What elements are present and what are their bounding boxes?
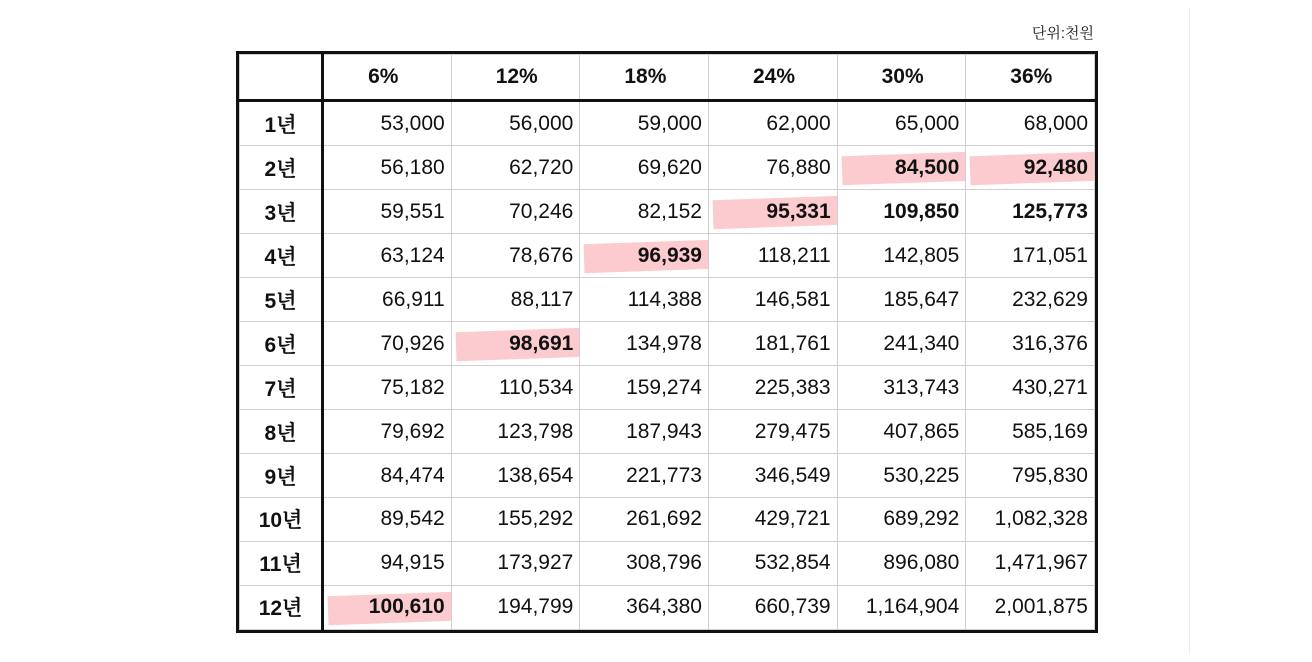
value-cell (580, 410, 709, 454)
column-header-rate: 36% (966, 55, 1095, 101)
table-row (240, 234, 1095, 278)
value-text: 142,805 (883, 243, 960, 267)
value-cell (323, 410, 452, 454)
value-text: 181,761 (754, 331, 831, 355)
table-row (240, 454, 1095, 498)
value-cell (708, 366, 837, 410)
value-text: 407,865 (883, 419, 960, 443)
value-text: 70,926 (380, 331, 445, 355)
value-cell (708, 278, 837, 322)
value-cell (837, 146, 966, 190)
value-cell (451, 278, 580, 322)
table-row (240, 101, 1095, 146)
value-cell (580, 322, 709, 366)
table-row (240, 366, 1095, 410)
value-cell (323, 454, 452, 498)
row-header-year: 11년 (240, 541, 323, 585)
value-text: 89,542 (380, 507, 445, 531)
value-cell (966, 498, 1095, 542)
value-text: 364,380 (626, 595, 702, 619)
value-text: 308,796 (626, 551, 702, 575)
value-cell (837, 410, 966, 454)
value-cell (451, 101, 580, 146)
value-cell (323, 585, 452, 629)
compound-growth-table (236, 51, 1098, 633)
value-cell (451, 454, 580, 498)
header-corner-cell (240, 55, 323, 101)
value-text: 896,080 (883, 551, 960, 575)
value-text: 221,773 (626, 463, 702, 487)
value-cell (323, 366, 452, 410)
value-text: 279,475 (754, 419, 831, 443)
value-cell (708, 541, 837, 585)
value-text: 70,246 (509, 199, 574, 223)
value-cell (580, 541, 709, 585)
table-row (240, 498, 1095, 542)
value-cell (837, 322, 966, 366)
value-cell (837, 101, 966, 146)
value-cell (966, 322, 1095, 366)
value-text: 56,180 (380, 155, 445, 179)
value-text: 2,001,875 (994, 595, 1088, 619)
value-text: 173,927 (497, 551, 574, 575)
value-cell (837, 278, 966, 322)
value-text: 313,743 (883, 375, 960, 399)
value-text: 123,798 (497, 419, 574, 443)
value-cell (837, 234, 966, 278)
value-cell (837, 498, 966, 542)
value-cell (966, 454, 1095, 498)
row-header-year: 6년 (240, 322, 323, 366)
value-text: 530,225 (883, 463, 960, 487)
row-header-year: 2년 (240, 146, 323, 190)
value-text: 78,676 (509, 243, 574, 267)
value-cell (966, 410, 1095, 454)
table-row (240, 541, 1095, 585)
table-row (240, 322, 1095, 366)
value-text: 59,000 (637, 111, 702, 135)
value-cell (966, 278, 1095, 322)
value-cell (451, 585, 580, 629)
value-cell (451, 366, 580, 410)
value-cell (708, 234, 837, 278)
value-text: 110,534 (498, 375, 574, 399)
table-row (240, 585, 1095, 629)
value-cell (580, 278, 709, 322)
column-header-rate: 30% (837, 55, 966, 101)
row-header-year: 7년 (240, 366, 323, 410)
value-cell (451, 541, 580, 585)
value-text: 134,978 (626, 331, 702, 355)
value-cell (323, 541, 452, 585)
value-cell (966, 541, 1095, 585)
row-header-year: 10년 (240, 498, 323, 542)
value-cell (966, 234, 1095, 278)
value-text: 660,739 (754, 595, 831, 619)
value-text: 185,647 (883, 287, 960, 311)
value-text: 138,654 (497, 463, 574, 487)
value-cell (323, 234, 452, 278)
value-cell (580, 190, 709, 234)
value-text: 96,939 (637, 243, 702, 267)
value-cell (323, 190, 452, 234)
column-header-rate: 24% (708, 55, 837, 101)
value-cell (323, 498, 452, 542)
value-cell (837, 190, 966, 234)
value-cell (966, 190, 1095, 234)
value-cell (580, 498, 709, 542)
value-text: 94,915 (380, 551, 445, 575)
value-cell (580, 585, 709, 629)
table-row (240, 190, 1095, 234)
value-text: 92,480 (1023, 155, 1088, 179)
value-cell (451, 498, 580, 542)
value-cell (708, 146, 837, 190)
table-row (240, 146, 1095, 190)
value-text: 232,629 (1012, 287, 1088, 311)
row-header-year: 12년 (240, 585, 323, 629)
value-cell (708, 410, 837, 454)
value-text: 69,620 (637, 155, 702, 179)
value-text: 171,051 (1012, 243, 1088, 267)
value-text: 125,773 (1012, 199, 1088, 223)
value-text: 56,000 (509, 111, 574, 135)
header-row (240, 55, 1095, 101)
value-cell (837, 454, 966, 498)
value-text: 88,117 (510, 287, 574, 311)
value-text: 109,850 (883, 199, 960, 223)
value-text: 430,271 (1012, 375, 1088, 399)
data-table (239, 54, 1095, 630)
value-text: 241,340 (883, 331, 960, 355)
value-cell (580, 101, 709, 146)
value-cell (451, 234, 580, 278)
row-header-year: 5년 (240, 278, 323, 322)
value-text: 159,274 (626, 375, 702, 399)
value-cell (837, 585, 966, 629)
value-text: 76,880 (766, 155, 831, 179)
value-cell (451, 190, 580, 234)
table-row (240, 410, 1095, 454)
value-text: 118,211 (757, 243, 831, 267)
value-text: 84,474 (380, 463, 445, 487)
value-text: 429,721 (754, 507, 831, 531)
value-cell (323, 278, 452, 322)
value-text: 689,292 (883, 507, 960, 531)
value-text: 98,691 (509, 331, 574, 355)
value-text: 1,164,904 (865, 595, 960, 619)
row-header-year: 1년 (240, 101, 323, 146)
value-text: 68,000 (1023, 111, 1088, 135)
value-cell (323, 322, 452, 366)
value-cell (580, 234, 709, 278)
value-text: 261,692 (626, 507, 702, 531)
table-row (240, 278, 1095, 322)
column-header-rate: 18% (580, 55, 709, 101)
value-text: 225,383 (754, 375, 831, 399)
value-cell (451, 410, 580, 454)
value-cell (966, 146, 1095, 190)
value-cell (708, 322, 837, 366)
value-text: 100,610 (368, 595, 445, 619)
value-text: 59,551 (380, 199, 445, 223)
value-cell (708, 454, 837, 498)
value-text: 146,581 (754, 287, 831, 311)
value-cell (323, 146, 452, 190)
value-text: 66,911 (382, 287, 445, 311)
value-cell (451, 146, 580, 190)
value-text: 53,000 (380, 111, 445, 135)
value-cell (580, 146, 709, 190)
table-header (240, 55, 1095, 101)
row-header-year: 8년 (240, 410, 323, 454)
value-cell (580, 366, 709, 410)
table-body (240, 101, 1095, 630)
value-cell (708, 498, 837, 542)
value-text: 346,549 (754, 463, 831, 487)
value-cell (966, 366, 1095, 410)
value-text: 82,152 (637, 199, 702, 223)
value-cell (708, 585, 837, 629)
row-header-year: 9년 (240, 454, 323, 498)
value-cell (580, 454, 709, 498)
value-text: 95,331 (766, 199, 831, 223)
column-header-rate: 12% (451, 55, 580, 101)
unit-label: 단위:천원 (1031, 25, 1094, 42)
value-text: 62,000 (766, 111, 831, 135)
row-header-year: 4년 (240, 234, 323, 278)
value-cell (966, 585, 1095, 629)
value-text: 114,388 (627, 287, 702, 311)
value-text: 84,500 (895, 155, 960, 179)
value-text: 194,799 (497, 595, 574, 619)
column-header-rate: 6% (323, 55, 452, 101)
value-cell (323, 101, 452, 146)
value-text: 316,376 (1012, 331, 1088, 355)
value-text: 79,692 (380, 419, 445, 443)
value-text: 795,830 (1012, 463, 1088, 487)
row-header-year: 3년 (240, 190, 323, 234)
value-cell (451, 322, 580, 366)
value-cell (708, 190, 837, 234)
value-text: 1,471,967 (994, 551, 1088, 575)
value-text: 155,292 (497, 507, 574, 531)
value-text: 187,943 (626, 419, 702, 443)
value-text: 65,000 (895, 111, 960, 135)
page-edge-divider (1189, 8, 1190, 654)
value-text: 1,082,328 (994, 507, 1088, 531)
value-text: 585,169 (1012, 419, 1088, 443)
value-text: 75,182 (380, 375, 445, 399)
value-cell (708, 101, 837, 146)
value-cell (837, 366, 966, 410)
value-text: 62,720 (509, 155, 574, 179)
value-cell (966, 101, 1095, 146)
value-text: 532,854 (754, 551, 831, 575)
value-text: 63,124 (380, 243, 445, 267)
value-cell (837, 541, 966, 585)
